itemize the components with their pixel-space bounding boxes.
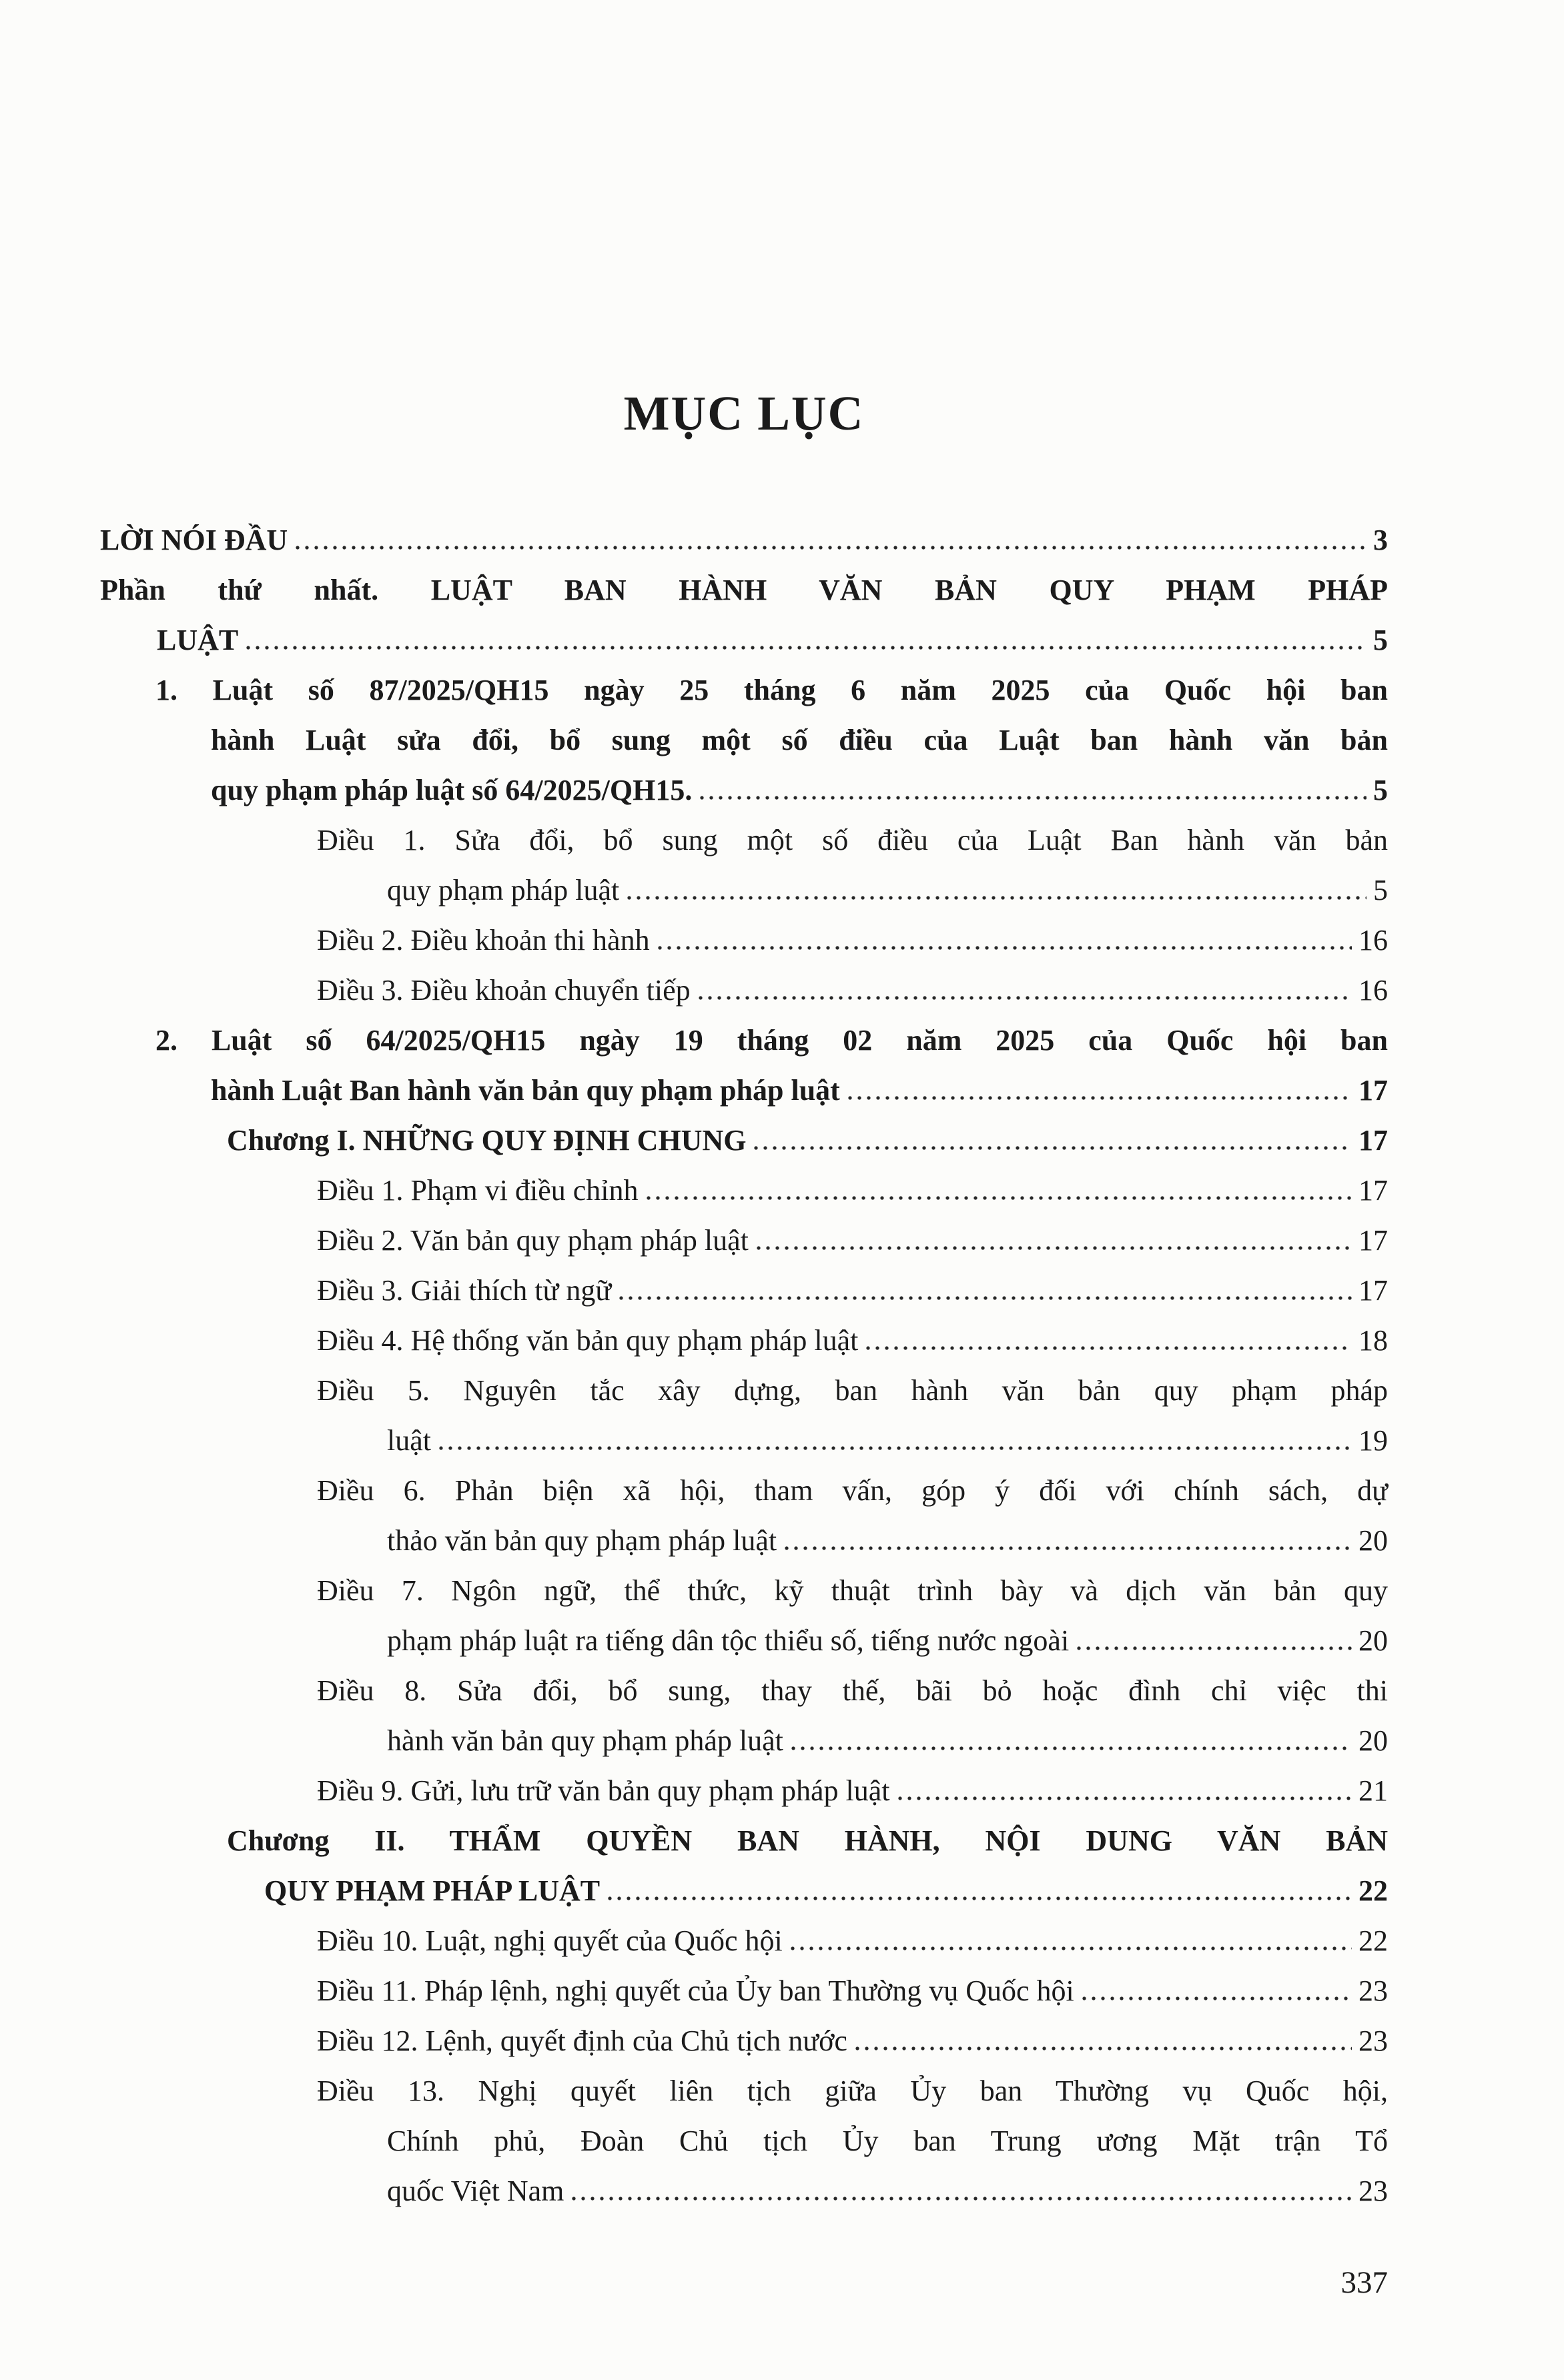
dot-leader (296, 546, 1366, 550)
toc-entry-line (317, 1766, 1388, 1816)
toc-entry-line (387, 2166, 1388, 2216)
toc-entry-line (317, 1215, 1388, 1265)
toc-entry-text: Phần thứ nhất. LUẬT BAN HÀNH VĂN BẢN QUY PHẠM PHÁP (100, 574, 1388, 606)
toc-entry-line (211, 1065, 1388, 1115)
toc-entry-page: 22 (1358, 1874, 1388, 1907)
toc-entry-text: Điều 3. Giải thích từ ngữ (317, 1274, 612, 1307)
toc-entry-text: hành văn bản quy phạm pháp luật (387, 1724, 783, 1757)
toc-entry-text: Điều 10. Luật, nghị quyết của Quốc hội (317, 1924, 783, 1957)
toc-entry-line (157, 615, 1388, 665)
toc-entry-page: 21 (1358, 1774, 1388, 1807)
toc-entry-line (100, 515, 1388, 565)
toc-entry (100, 1215, 1388, 1265)
dot-leader (572, 2197, 1352, 2201)
toc-entry-text: phạm pháp luật ra tiếng dân tộc thiểu số, tiếng nước ngoài (387, 1624, 1070, 1657)
toc-entry-page: 20 (1358, 1624, 1388, 1657)
toc-entry-text: Điều 2. Văn bản quy phạm pháp luật (317, 1224, 749, 1257)
toc-entry-page: 5 (1373, 874, 1388, 907)
toc-entry-page: 22 (1358, 1924, 1388, 1957)
toc-entry-text: Điều 6. Phản biện xã hội, tham vấn, góp ý đối với chính sách, dự (317, 1474, 1388, 1507)
toc-entry-page: 17 (1358, 1224, 1388, 1257)
toc-entry-page: 16 (1358, 974, 1388, 1007)
toc-entry-text: Điều 2. Điều khoản thi hành (317, 924, 650, 957)
page-number-folio: 337 (1340, 2265, 1388, 2300)
toc-entry-text: Điều 8. Sửa đổi, bổ sung, thay thế, bãi bỏ hoặc đình chỉ việc thi (317, 1674, 1388, 1707)
toc-entry (100, 1916, 1388, 1966)
toc-entry (100, 1165, 1388, 1215)
dot-leader (785, 1546, 1352, 1550)
toc-entry-text: quy phạm pháp luật (387, 874, 620, 907)
toc-entry-text: QUY PHẠM PHÁP LUẬT (264, 1874, 601, 1907)
dot-leader (866, 1346, 1352, 1350)
toc-entry-page: 16 (1358, 924, 1388, 957)
toc-entry (100, 1315, 1388, 1365)
toc-entry-page: 17 (1358, 1074, 1388, 1107)
toc-entry-text: 2. Luật số 64/2025/QH15 ngày 19 tháng 02 năm 2025 của Quốc hội ban (155, 1024, 1388, 1057)
toc-entry-text: Điều 12. Lệnh, quyết định của Chủ tịch nước (317, 2024, 847, 2057)
dot-leader (791, 1946, 1352, 1950)
toc-entry (100, 1666, 1388, 1766)
toc-entry-line (264, 1866, 1388, 1916)
toc-entry-text: Chính phủ, Đoàn Chủ tịch Ủy ban Trung ương Mặt trận Tổ (387, 2125, 1388, 2157)
toc-entry-text: Điều 11. Pháp lệnh, nghị quyết của Ủy ban Thường vụ Quốc hội (317, 1974, 1074, 2007)
dot-leader (855, 2046, 1352, 2050)
dot-leader (647, 1196, 1352, 1200)
dot-leader (754, 1146, 1352, 1150)
toc-entry-page: 5 (1373, 624, 1388, 656)
toc-entry (100, 515, 1388, 565)
toc-entry-line (387, 1516, 1388, 1566)
toc-list (100, 515, 1388, 2216)
toc-entry-text: 1. Luật số 87/2025/QH15 ngày 25 tháng 6 năm 2025 của Quốc hội ban (155, 674, 1388, 706)
toc-entry-line (317, 915, 1388, 965)
toc-entry-text: LUẬT (157, 624, 239, 656)
toc-entry-text: Điều 9. Gửi, lưu trữ văn bản quy phạm pháp luật (317, 1774, 890, 1807)
toc-entry-page: 20 (1358, 1724, 1388, 1757)
toc-entry (100, 1566, 1388, 1666)
toc-entry (100, 1015, 1388, 1115)
toc-entry-line (317, 1966, 1388, 2016)
dot-leader (246, 646, 1366, 650)
toc-entry (100, 1816, 1388, 1916)
toc-entry-text: Điều 13. Nghị quyết liên tịch giữa Ủy ban Thường vụ Quốc hội, (317, 2074, 1388, 2107)
toc-entry (100, 665, 1388, 815)
toc-entry-text: hành Luật Ban hành văn bản quy phạm pháp luật (211, 1074, 840, 1107)
dot-leader (439, 1446, 1352, 1450)
toc-entry (100, 965, 1388, 1015)
toc-entry-text: thảo văn bản quy phạm pháp luật (387, 1524, 777, 1557)
toc-entry-text: LỜI NÓI ĐẦU (100, 524, 288, 556)
toc-entry-page: 3 (1373, 524, 1388, 556)
toc-entry-text: hành Luật sửa đổi, bổ sung một số điều của Luật ban hành văn bản (211, 724, 1388, 756)
toc-entry-text: Chương I. NHỮNG QUY ĐỊNH CHUNG (227, 1124, 747, 1157)
dot-leader (1082, 1996, 1352, 2000)
dot-leader (757, 1246, 1352, 1250)
toc-entry-text: Điều 4. Hệ thống văn bản quy phạm pháp luật (317, 1324, 859, 1357)
toc-entry-text: Điều 5. Nguyên tắc xây dựng, ban hành văn bản quy phạm pháp (317, 1374, 1388, 1407)
toc-entry-text: luật (387, 1424, 431, 1457)
dot-leader (700, 796, 1366, 800)
toc-entry-line (211, 765, 1388, 815)
dot-leader (658, 946, 1352, 950)
dot-leader (608, 1896, 1352, 1900)
toc-entry-page: 23 (1358, 2175, 1388, 2207)
toc-entry-page: 17 (1358, 1274, 1388, 1307)
toc-entry-line (387, 1616, 1388, 1666)
toc-entry-line (317, 1165, 1388, 1215)
toc-entry-text: Điều 3. Điều khoản chuyển tiếp (317, 974, 691, 1007)
toc-entry-page: 17 (1358, 1124, 1388, 1157)
toc-entry-line (387, 865, 1388, 915)
toc-entry (100, 565, 1388, 665)
toc-entry (100, 1265, 1388, 1315)
page-title: MỤC LỤC (623, 386, 865, 440)
dot-leader (699, 996, 1352, 1000)
toc-entry-page: 23 (1358, 1974, 1388, 2007)
toc-entry (100, 2016, 1388, 2066)
toc-entry (100, 2066, 1388, 2216)
toc-entry (100, 1365, 1388, 1465)
toc-entry-line (317, 1265, 1388, 1315)
dot-leader (627, 896, 1366, 900)
dot-leader (791, 1746, 1352, 1750)
toc-entry-text: Chương II. THẨM QUYỀN BAN HÀNH, NỘI DUNG VĂN BẢN (227, 1824, 1388, 1857)
toc-entry (100, 1966, 1388, 2016)
toc-entry (100, 1115, 1388, 1165)
dot-leader (898, 1796, 1352, 1800)
dot-leader (1077, 1646, 1352, 1650)
toc-entry-line (317, 965, 1388, 1015)
dot-leader (848, 1096, 1352, 1100)
toc-entry-page: 18 (1358, 1324, 1388, 1357)
toc-entry-page: 19 (1358, 1424, 1388, 1457)
toc-entry-line (317, 2016, 1388, 2066)
toc-entry-line (227, 1115, 1388, 1165)
toc-entry-text: Điều 1. Sửa đổi, bổ sung một số điều của Luật Ban hành văn bản (317, 824, 1388, 856)
toc-entry (100, 1766, 1388, 1816)
toc-entry-line (387, 1415, 1388, 1465)
toc-entry-text: quy phạm pháp luật số 64/2025/QH15. (211, 774, 693, 806)
dot-leader (619, 1296, 1352, 1300)
toc-entry (100, 815, 1388, 915)
toc-entry (100, 1465, 1388, 1566)
toc-entry-line (317, 1916, 1388, 1966)
toc-entry-text: Điều 1. Phạm vi điều chỉnh (317, 1174, 639, 1207)
toc-entry-page: 20 (1358, 1524, 1388, 1557)
toc-entry-line (387, 1716, 1388, 1766)
toc-entry-line (317, 1315, 1388, 1365)
toc-entry-page: 5 (1373, 774, 1388, 806)
toc-entry-page: 23 (1358, 2024, 1388, 2057)
toc-entry-page: 17 (1358, 1174, 1388, 1207)
toc-entry-text: Điều 7. Ngôn ngữ, thể thức, kỹ thuật trình bày và dịch văn bản quy (317, 1574, 1388, 1607)
toc-entry (100, 915, 1388, 965)
toc-entry-text: quốc Việt Nam (387, 2175, 564, 2207)
